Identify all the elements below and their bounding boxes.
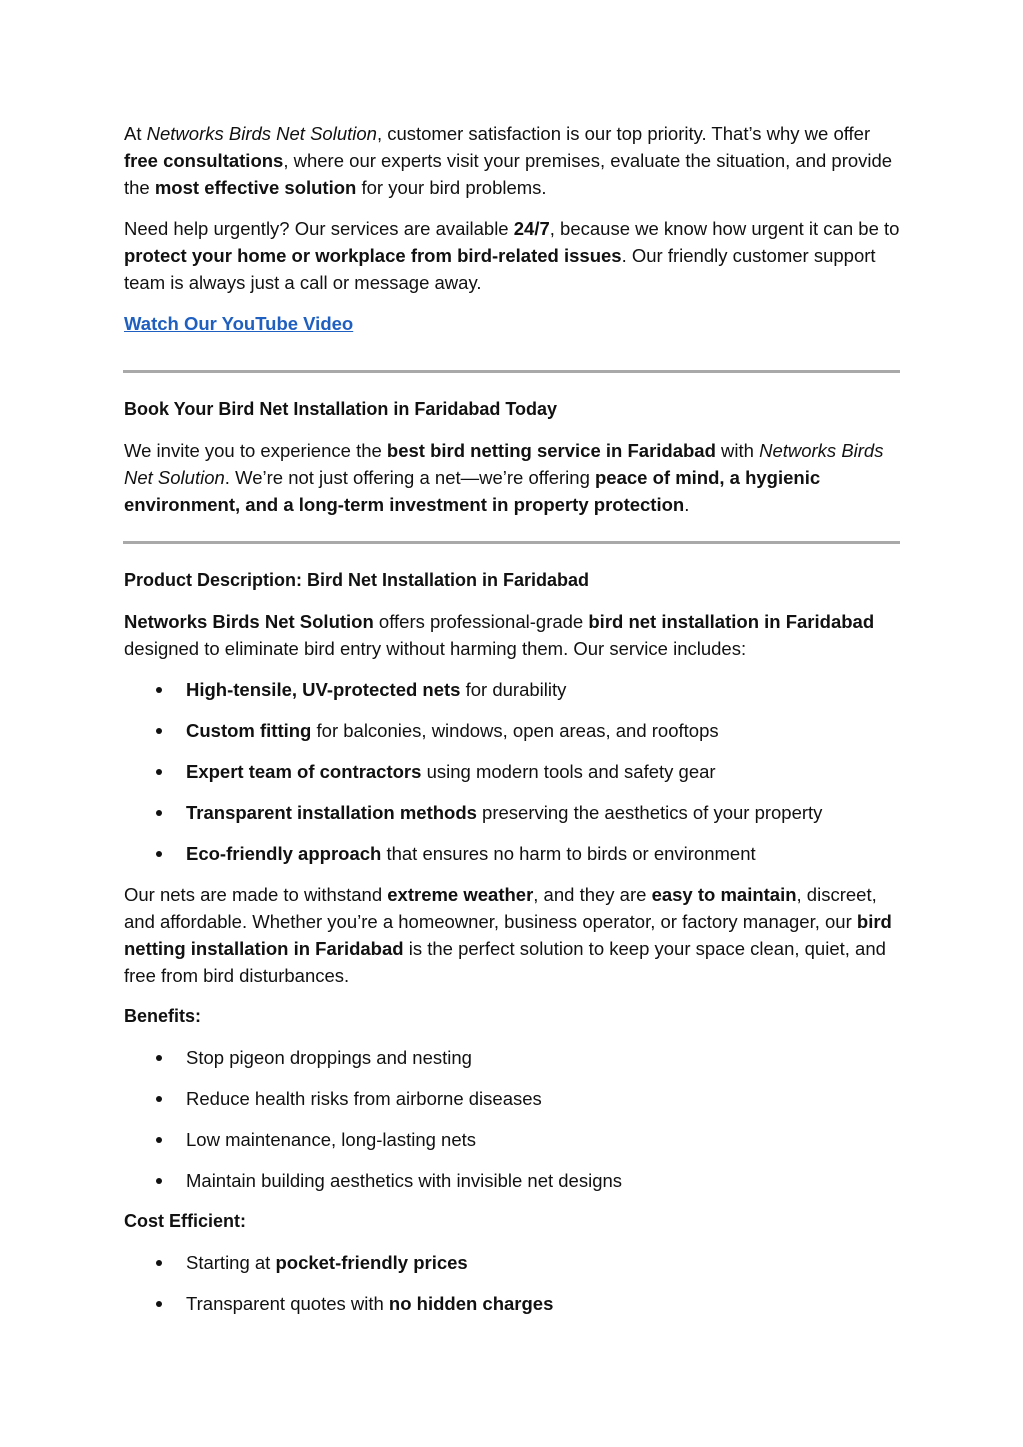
text-run: designed to eliminate bird entry without harming them. Our service includes:	[124, 638, 747, 659]
text-run: is the perfect solution to keep your space clean, quiet, and free from bird disturbances.	[124, 938, 886, 986]
bold-text: easy to maintain	[651, 884, 797, 905]
text-run: preserving the aesthetics of your property	[476, 802, 823, 823]
bold-text: extreme weather	[387, 884, 534, 905]
text-run: We invite you to experience the	[124, 440, 387, 461]
text-run: Low maintenance, long-lasting nets	[186, 1129, 477, 1150]
bullet-icon	[156, 687, 162, 693]
text-run: Transparent quotes with	[186, 1293, 389, 1314]
cost-list	[124, 1249, 904, 1317]
text-run: that ensures no harm to birds or environment	[381, 843, 756, 864]
text-run: . Our friendly customer support team is always just a call or message away.	[124, 245, 876, 293]
bullet-icon	[156, 1178, 162, 1184]
text-run: .	[684, 494, 690, 515]
text-run: , and they are	[533, 884, 652, 905]
bold-text: protect your home or workplace from bird-related issues	[124, 245, 622, 266]
text-run: , where our experts visit your premises, evaluate the situation, and provide the	[124, 150, 893, 198]
bullet-icon	[156, 728, 162, 734]
bullet-icon	[156, 1260, 162, 1266]
bold-text: bird net installation in Faridabad	[588, 611, 875, 632]
bold-text: most effective solution	[154, 177, 357, 198]
bold-text: peace of mind, a hygienic environment, and a long-term investment in property protection	[124, 467, 821, 515]
list-item	[124, 717, 904, 744]
bold-text: Expert team of contractors	[186, 761, 422, 782]
bullet-icon	[156, 1096, 162, 1102]
text-run: Reduce health risks from airborne diseases	[186, 1088, 542, 1109]
list-item	[124, 1249, 904, 1276]
booking-heading: Book Your Bird Net Installation in Faridabad Today	[124, 399, 558, 419]
bold-text: High-tensile, UV-protected nets	[186, 679, 461, 700]
list-item	[124, 1167, 904, 1194]
bold-text: best bird netting service in Faridabad	[386, 440, 716, 461]
text-run: for your bird problems.	[356, 177, 547, 198]
bullet-icon	[156, 810, 162, 816]
bullet-icon	[156, 851, 162, 857]
list-item	[124, 1126, 904, 1153]
text-run: using modern tools and safety gear	[421, 761, 716, 782]
list-item	[124, 840, 904, 867]
list-item	[124, 1290, 904, 1317]
benefits-list	[124, 1044, 904, 1194]
intro-paragraph-availability	[124, 215, 904, 296]
benefits-heading: Benefits:	[124, 1006, 202, 1026]
list-item	[124, 758, 904, 785]
bullet-icon	[156, 769, 162, 775]
bold-text: bird netting installation in Faridabad	[124, 911, 892, 959]
text-run: , customer satisfaction is our top priority. That’s why we offer	[376, 123, 871, 144]
list-item	[124, 799, 904, 826]
bold-text: Transparent installation methods	[186, 802, 477, 823]
text-run: Stop pigeon droppings and nesting	[186, 1047, 472, 1068]
product-heading: Product Description: Bird Net Installation in Faridabad	[124, 570, 590, 590]
bold-text: free consultations	[124, 150, 284, 171]
booking-paragraph	[124, 437, 904, 518]
intro-paragraph-satisfaction	[124, 120, 904, 201]
bold-text: Networks Birds Net Solution	[124, 611, 374, 632]
document-page	[124, 120, 904, 1331]
text-run: offers professional-grade	[373, 611, 589, 632]
bullet-icon	[156, 1055, 162, 1061]
bold-text: Eco-friendly approach	[186, 843, 382, 864]
bold-text: pocket-friendly prices	[275, 1252, 468, 1273]
list-item	[124, 1085, 904, 1112]
text-run: . We’re not just offering a net—we’re offering	[224, 467, 595, 488]
product-paragraph-weather	[124, 881, 904, 989]
bullet-icon	[156, 1301, 162, 1307]
bold-text: 24/7	[513, 218, 550, 239]
text-run: At	[124, 123, 147, 144]
bold-text: Custom fitting	[186, 720, 312, 741]
list-item	[124, 676, 904, 703]
bullet-icon	[156, 1137, 162, 1143]
text-run: for balconies, windows, open areas, and rooftops	[311, 720, 719, 741]
text-run: Starting at	[186, 1252, 276, 1273]
text-run: for durability	[460, 679, 567, 700]
text-run: , discreet, and affordable. Whether you’re a homeowner, business operator, or factory manager, our	[124, 884, 877, 932]
cost-heading: Cost Efficient:	[124, 1211, 247, 1231]
product-paragraph-intro	[124, 608, 904, 662]
company-name: Networks Birds Net Solution	[146, 123, 377, 144]
text-run: , because we know how urgent it can be to	[549, 218, 900, 239]
youtube-video-link[interactable]: Watch Our YouTube Video	[124, 313, 354, 334]
section-divider	[123, 370, 900, 373]
text-run: Need help urgently? Our services are available	[124, 218, 514, 239]
company-name: Networks Birds Net Solution	[124, 440, 884, 488]
features-list	[124, 676, 904, 867]
text-run: Maintain building aesthetics with invisible net designs	[186, 1170, 623, 1191]
section-divider	[123, 541, 900, 544]
bold-text: no hidden charges	[388, 1293, 554, 1314]
text-run: Our nets are made to withstand	[124, 884, 388, 905]
list-item	[124, 1044, 904, 1071]
text-run: with	[715, 440, 760, 461]
